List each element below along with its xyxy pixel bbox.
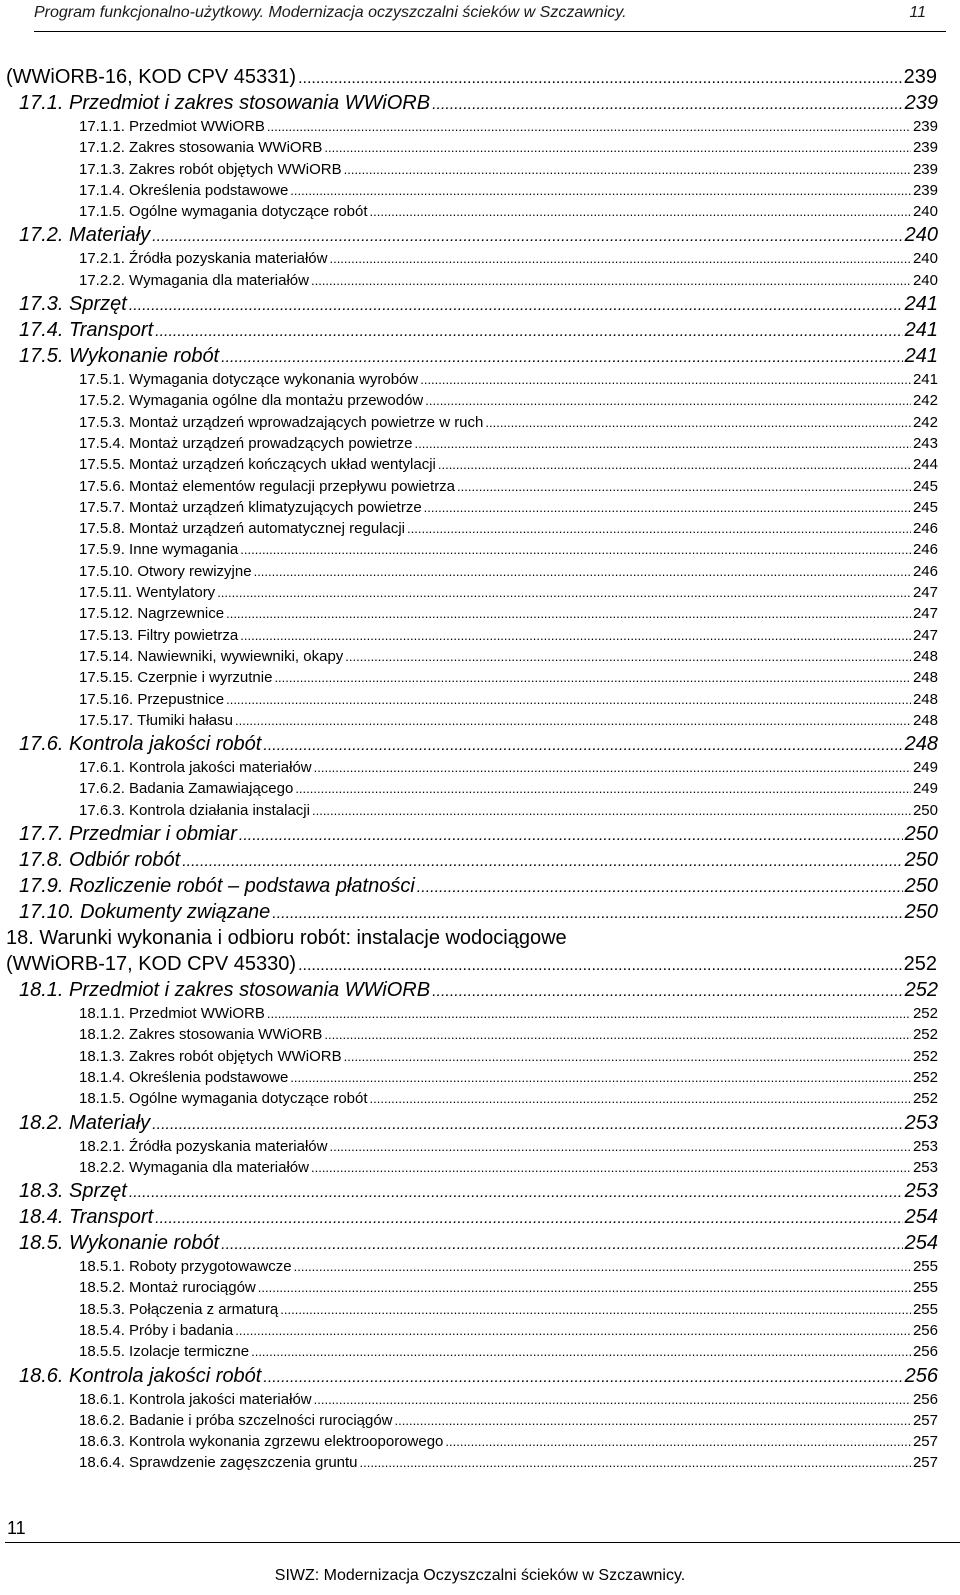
toc-entry-page: 254 (904, 1206, 938, 1229)
toc-leader-dots (152, 224, 902, 250)
toc-entry[interactable] (0, 1178, 960, 1204)
toc-entry[interactable] (0, 1341, 960, 1362)
footer-page-number: 11 (7, 1518, 26, 1538)
toc-entry-label: 17.5.16. Przepustnice (79, 690, 225, 708)
toc-leader-dots (314, 1389, 911, 1410)
toc-entry-label: 18.1.2. Zakres stosowania WWiORB (79, 1026, 323, 1044)
toc-entry-page: 239 (904, 92, 938, 114)
toc-entry-page: 240 (912, 271, 938, 289)
toc-leader-dots (329, 1136, 911, 1157)
toc-entry[interactable] (0, 625, 960, 646)
toc-entry-page: 239 (912, 181, 938, 199)
toc-entry[interactable] (0, 201, 960, 222)
toc-entry-label: 17.5.14. Nawiewniki, wywiewniki, okapy (79, 647, 344, 665)
toc-entry-page: 240 (904, 224, 938, 247)
toc-entry[interactable] (0, 1320, 960, 1341)
toc-entry-label: 17.9. Rozliczenie robót – podstawa płatności (19, 875, 415, 898)
toc-entry-label: 17.1.4. Określenia podstawowe (79, 181, 289, 199)
toc-entry-page: 257 (912, 1411, 938, 1429)
toc-leader-dots (420, 369, 911, 390)
toc-leader-dots (298, 953, 902, 979)
toc-leader-dots (344, 159, 911, 180)
toc-entry[interactable] (0, 1067, 960, 1088)
toc-entry-label: 18.5.1. Roboty przygotowawcze (79, 1258, 292, 1276)
toc-leader-dots (226, 689, 911, 710)
toc-entry[interactable] (0, 977, 960, 1003)
toc-entry[interactable] (0, 476, 960, 497)
toc-entry[interactable] (0, 667, 960, 688)
toc-entry-page: 247 (912, 584, 938, 602)
toc-entry-label: 18.5.5. Izolacje termiczne (79, 1343, 250, 1361)
toc-leader-dots (272, 901, 902, 927)
toc-entry[interactable] (0, 64, 960, 90)
toc-entry[interactable] (0, 899, 960, 925)
toc-entry-page: 248 (912, 711, 938, 729)
toc-entry-label: 17.5.5. Montaż urządzeń kończących układ wentylacji (79, 456, 436, 474)
toc-entry-label: 17.8. Odbiór robót (19, 849, 181, 872)
toc-leader-dots (226, 603, 911, 624)
toc-entry[interactable] (0, 1088, 960, 1109)
toc-entry-label: 18.2.2. Wymagania dla materiałów (79, 1158, 309, 1176)
toc-entry-page: 256 (904, 1364, 938, 1387)
toc-entry[interactable] (0, 291, 960, 317)
toc-leader-dots (432, 92, 903, 118)
toc-entry[interactable] (0, 951, 960, 977)
toc-leader-dots (311, 270, 911, 291)
toc-leader-dots (415, 433, 911, 454)
header-page-number: 11 (909, 4, 926, 21)
toc-entry[interactable] (0, 778, 960, 799)
toc-entry-page: 250 (912, 801, 938, 819)
toc-entry-page: 246 (912, 562, 938, 580)
toc-entry-label: 17.2.2. Wymagania dla materiałów (79, 271, 309, 289)
toc-entry-page: 257 (912, 1454, 938, 1472)
toc-entry[interactable] (0, 1024, 960, 1045)
toc-leader-dots (311, 1157, 911, 1178)
toc-entry-label: 17.4. Transport (19, 319, 154, 342)
toc-entry[interactable] (0, 248, 960, 269)
toc-entry-label: 18.1.3. Zakres robót objętych WWiORB (79, 1047, 342, 1065)
toc-entry[interactable] (0, 1256, 960, 1277)
toc-leader-dots (370, 201, 911, 222)
toc-leader-dots (345, 646, 911, 667)
toc-entry[interactable] (0, 561, 960, 582)
toc-entry-label: 17.2. Materiały (19, 224, 151, 247)
toc-entry[interactable] (0, 603, 960, 624)
toc-entry-label: 18.4. Transport (19, 1206, 154, 1229)
toc-entry-page: 255 (912, 1258, 938, 1276)
toc-entry-page: 239 (903, 66, 937, 88)
toc-entry-page: 241 (912, 371, 938, 389)
toc-entry-label: 17.10. Dokumenty związane (19, 901, 271, 924)
toc-entry-page: 252 (912, 1090, 938, 1108)
toc-entry-page: 253 (904, 1111, 938, 1134)
toc-entry-page: 239 (912, 118, 938, 135)
toc-entry-label: 17.5.6. Montaż elementów regulacji przepływu powietrza (79, 477, 456, 495)
toc-entry-page: 255 (912, 1279, 938, 1297)
toc-entry-label: 17.3. Sprzęt (19, 293, 127, 316)
toc-entry-label: (WWiORB-16, KOD CPV 45331) (6, 66, 297, 88)
toc-entry[interactable] (0, 1410, 960, 1431)
toc-entry-label: 17.1.3. Zakres robót objętych WWiORB (79, 160, 342, 178)
toc-entry[interactable] (0, 390, 960, 411)
toc-entry-label: 18.6. Kontrola jakości robót (19, 1364, 262, 1387)
toc-leader-dots (217, 582, 911, 603)
toc-entry-page: 240 (912, 250, 938, 268)
toc-entry[interactable] (0, 1204, 960, 1230)
toc-entry-label: 17.5.1. Wymagania dotyczące wykonania wyrobów (79, 371, 419, 389)
toc-entry-label: 17.5.7. Montaż urządzeń klimatyzujących powietrze (79, 498, 422, 516)
toc-entry[interactable] (0, 1389, 960, 1410)
toc-entry-label: (WWiORB-17, KOD CPV 45330) (6, 953, 297, 976)
toc-entry[interactable] (0, 925, 960, 951)
toc-leader-dots (240, 539, 911, 560)
toc-leader-dots (438, 454, 911, 475)
toc-entry[interactable] (0, 90, 960, 116)
toc-entry-page: 242 (912, 413, 938, 431)
toc-entry-label: 17.5.11. Wentylatory (79, 584, 216, 602)
toc-entry-page: 248 (904, 733, 938, 756)
toc-entry-label: 18.1.5. Ogólne wymagania dotyczące robót (79, 1090, 368, 1108)
toc-entry[interactable] (0, 1157, 960, 1178)
toc-entry[interactable] (0, 497, 960, 518)
toc-entry[interactable] (0, 582, 960, 603)
toc-entry-page: 249 (912, 759, 938, 777)
toc-entry-page: 252 (904, 979, 938, 1002)
toc-entry[interactable] (0, 847, 960, 873)
toc-entry-page: 252 (912, 1026, 938, 1044)
toc-leader-dots (324, 137, 911, 158)
toc-leader-dots (424, 497, 911, 518)
toc-entry-label: 18.6.1. Kontrola jakości materiałów (79, 1390, 312, 1408)
toc-entry-label: 18.2. Materiały (19, 1111, 151, 1134)
toc-entry[interactable] (0, 433, 960, 454)
toc-leader-dots (290, 180, 911, 201)
header-rule (34, 31, 946, 32)
toc-leader-dots (360, 1452, 911, 1473)
toc-entry-label: 17.6.1. Kontrola jakości materiałów (79, 759, 312, 777)
toc-entry-label: 17.5.3. Montaż urządzeń wprowadzających powietrze w ruch (79, 413, 484, 431)
toc-entry-page: 253 (912, 1137, 938, 1155)
toc-entry-page: 256 (912, 1390, 938, 1408)
toc-leader-dots (294, 1256, 911, 1277)
toc-entry-page: 250 (904, 875, 938, 898)
toc-entry-page: 250 (904, 849, 938, 872)
toc-entry-label: 17.6. Kontrola jakości robót (19, 733, 262, 756)
toc-entry-page: 253 (912, 1158, 938, 1176)
toc-entry[interactable] (0, 731, 960, 757)
toc-entry-page: 241 (904, 345, 938, 368)
toc-leader-dots (432, 979, 903, 1005)
toc-leader-dots (240, 625, 911, 646)
toc-leader-dots (274, 667, 911, 688)
toc-entry-page: 239 (912, 160, 938, 178)
toc-entry-page: 254 (904, 1232, 938, 1255)
toc-leader-dots (290, 1067, 911, 1088)
toc-entry-page: 247 (912, 605, 938, 623)
toc-leader-dots (155, 1206, 902, 1232)
toc-entry-label: 17.5.8. Montaż urządzeń automatycznej regulacji (79, 520, 406, 538)
toc-entry-page: 249 (912, 780, 938, 798)
toc-entry-label: 18.3. Sprzęt (19, 1180, 127, 1203)
toc-entry[interactable] (0, 1136, 960, 1157)
toc-entry-page: 245 (912, 477, 938, 495)
toc-entry-page: 252 (912, 1005, 938, 1023)
toc-entry[interactable] (0, 1363, 960, 1389)
toc-leader-dots (129, 1180, 903, 1206)
footer-title: SIWZ: Modernizacja Oczyszczalni ścieków w Szczawnicy. (274, 1567, 686, 1584)
toc-leader-dots (263, 1365, 902, 1391)
toc-leader-dots (251, 1341, 911, 1362)
toc-entry-label: 18.5.2. Montaż rurociągów (79, 1279, 256, 1297)
toc-entry[interactable] (0, 1431, 960, 1452)
toc-entry-page: 248 (912, 669, 938, 687)
toc-entry-page: 246 (912, 541, 938, 559)
toc-entry-page: 239 (912, 139, 938, 157)
toc-entry-label: 17.5.4. Montaż urządzeń prowadzących powietrze (79, 434, 413, 452)
toc-entry[interactable] (0, 270, 960, 291)
toc-entry-page: 246 (912, 520, 938, 538)
toc-entry-label: 17.5.9. Inne wymagania (79, 541, 239, 559)
toc-entry-page: 243 (912, 434, 938, 452)
toc-leader-dots (280, 1299, 911, 1320)
toc-entry-label: 18.1.1. Przedmiot WWiORB (79, 1005, 265, 1023)
toc-entry-page: 256 (912, 1321, 938, 1339)
toc-entry-page: 242 (912, 392, 938, 410)
toc-entry[interactable] (0, 222, 960, 248)
toc-entry-label: 18.5. Wykonanie robót (19, 1232, 220, 1255)
toc-entry-label: 17.5.15. Czerpnie i wyrzutnie (79, 669, 273, 687)
toc-entry-page: 252 (903, 953, 937, 976)
toc-entry[interactable] (0, 1003, 960, 1024)
toc-entry-page: 244 (912, 456, 938, 474)
toc-entry-label: 18.6.2. Badanie i próba szczelności rurociągów (79, 1411, 393, 1429)
toc-leader-dots (182, 849, 902, 875)
toc-entry-page: 255 (912, 1300, 938, 1318)
toc-entry-label: 18.1. Przedmiot i zakres stosowania WWiORB (19, 979, 431, 1002)
toc-entry[interactable] (0, 159, 960, 180)
toc-entry-page: 245 (912, 498, 938, 516)
toc-entry-page: 252 (912, 1068, 938, 1086)
toc-entry-label: 17.1.2. Zakres stosowania WWiORB (79, 139, 323, 157)
toc-entry-label: 18.6.4. Sprawdzenie zagęszczenia gruntu (79, 1454, 358, 1472)
toc-entry-label: 17.5.17. Tłumiki hałasu (79, 711, 233, 729)
toc-leader-dots (324, 1024, 911, 1045)
toc-entry-label: 17.1. Przedmiot i zakres stosowania WWiORB (19, 92, 431, 114)
toc-entry-label: 18.5.4. Próby i badania (79, 1321, 234, 1339)
toc-entry-page: 248 (912, 647, 938, 665)
toc-entry-page: 241 (904, 293, 938, 316)
toc-leader-dots (155, 319, 902, 345)
toc-leader-dots (221, 345, 903, 371)
toc-leader-dots (254, 561, 911, 582)
toc-entry-label: 18.1.4. Określenia podstawowe (79, 1068, 289, 1086)
toc-leader-dots (407, 518, 911, 539)
toc-leader-dots (445, 1431, 911, 1452)
toc-entry-page: 250 (904, 823, 938, 846)
toc-leader-dots (370, 1088, 911, 1109)
toc-entry-label: 17.7. Przedmiar i obmiar (19, 823, 237, 846)
toc-entry[interactable] (0, 821, 960, 847)
toc-entry[interactable] (0, 116, 960, 137)
toc-entry[interactable] (0, 518, 960, 539)
toc-leader-dots (152, 1112, 902, 1138)
toc-entry-page: 257 (912, 1433, 938, 1451)
toc-entry-page: 252 (912, 1047, 938, 1065)
toc-leader-dots (314, 757, 911, 778)
toc-entry-page: 256 (912, 1343, 938, 1361)
toc-leader-dots (267, 1003, 911, 1024)
toc-leader-dots (395, 1410, 911, 1431)
toc-leader-dots (295, 778, 911, 799)
toc-entry[interactable] (0, 757, 960, 778)
toc-entry[interactable] (0, 454, 960, 475)
toc-leader-dots (329, 248, 911, 269)
toc-entry[interactable] (0, 180, 960, 201)
toc-entry[interactable] (0, 412, 960, 433)
toc-entry-page: 241 (904, 319, 938, 342)
toc-leader-dots (267, 116, 911, 137)
toc-entry-label: 17.5.2. Wymagania ogólne dla montażu przewodów (79, 392, 424, 410)
toc-entry-label: 17.1.5. Ogólne wymagania dotyczące robót (79, 203, 368, 221)
toc-entry[interactable] (0, 689, 960, 710)
toc-leader-dots (344, 1046, 911, 1067)
header-title: Program funkcjonalno-użytkowy. Modernizacja oczyszczalni ścieków w Szczawnicy. (34, 4, 627, 21)
toc-leader-dots (129, 293, 903, 319)
footer-rule (5, 1542, 960, 1543)
toc-entry-page: 250 (904, 901, 938, 924)
toc-entry[interactable] (0, 1299, 960, 1320)
toc-entry-label: 17.6.3. Kontrola działania instalacji (79, 801, 310, 819)
toc-leader-dots (425, 390, 911, 411)
toc-entry-label: 17.5.13. Filtry powietrza (79, 626, 239, 644)
toc-entry-label: 18.5.3. Połączenia z armaturą (79, 1300, 279, 1318)
toc-entry-page: 253 (904, 1180, 938, 1203)
toc-entry-label: 18. Warunki wykonania i odbioru robót: instalacje wodociągowe (6, 927, 567, 950)
toc-entry-label: 17.2.1. Źródła pozyskania materiałów (79, 250, 328, 268)
toc-entry-label: 17.5.10. Otwory rewizyjne (79, 562, 252, 580)
toc-leader-dots (312, 800, 911, 821)
toc-entry-label: 17.1.1. Przedmiot WWiORB (79, 118, 265, 135)
toc-entry-label: 17.5.12. Nagrzewnice (79, 605, 225, 623)
toc-entry[interactable] (0, 369, 960, 390)
table-of-contents (0, 64, 960, 1474)
toc-entry[interactable] (0, 137, 960, 158)
toc-entry[interactable] (0, 710, 960, 731)
toc-leader-dots (235, 710, 911, 731)
toc-leader-dots (235, 1320, 911, 1341)
toc-entry[interactable] (0, 539, 960, 560)
toc-entry[interactable] (0, 1230, 960, 1256)
toc-entry[interactable] (0, 1046, 960, 1067)
toc-entry-label: 17.5. Wykonanie robót (19, 345, 220, 368)
page-header (0, 0, 960, 44)
toc-entry[interactable] (0, 873, 960, 899)
toc-entry-label: 17.6.2. Badania Zamawiającego (79, 780, 294, 798)
toc-entry[interactable] (0, 343, 960, 369)
toc-leader-dots (298, 66, 902, 92)
toc-leader-dots (417, 875, 903, 901)
toc-entry-page: 248 (912, 690, 938, 708)
toc-leader-dots (221, 1232, 903, 1258)
toc-leader-dots (239, 823, 903, 849)
toc-entry-label: 18.2.1. Źródła pozyskania materiałów (79, 1137, 328, 1155)
toc-entry-page: 247 (912, 626, 938, 644)
toc-leader-dots (263, 733, 902, 759)
toc-entry[interactable] (0, 317, 960, 343)
toc-entry[interactable] (0, 1110, 960, 1136)
toc-entry[interactable] (0, 1277, 960, 1298)
toc-entry-page: 240 (912, 203, 938, 221)
toc-entry[interactable] (0, 646, 960, 667)
toc-entry-label: 18.6.3. Kontrola wykonania zgrzewu elektrooporowego (79, 1433, 444, 1451)
toc-leader-dots (485, 412, 911, 433)
toc-leader-dots (457, 476, 911, 497)
toc-entry[interactable] (0, 1452, 960, 1473)
toc-leader-dots (258, 1277, 911, 1298)
toc-entry[interactable] (0, 800, 960, 821)
